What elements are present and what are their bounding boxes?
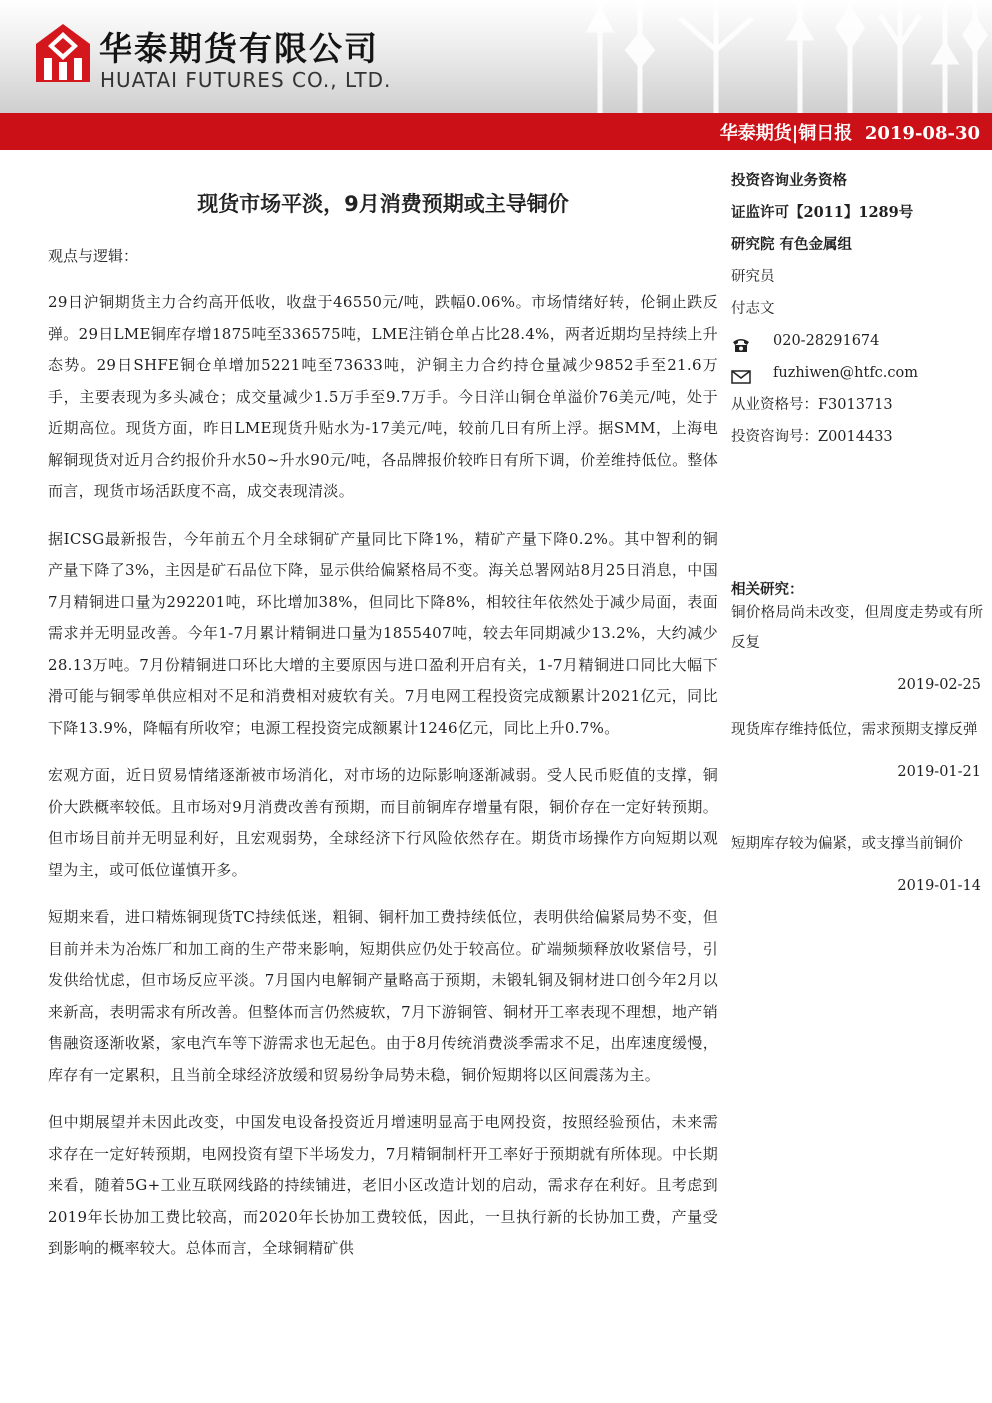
article-title: 现货市场平淡，9月消费预期或主导铜价 bbox=[197, 192, 569, 216]
paragraph: 据ICSG最新报告，今年前五个月全球铜矿产量同比下降1%，精矿产量下降0.2%。其中智利的铜产量下降了3%，主因是矿石品位下降，显示供给偏紧格局不变。海关总署网站8月25日消息，中国7月精铜进口量为292201吨，环比增加38%，但同比下降8%，相较往年依然处于减少局面，表面需求并无明显改善。今年1-7月累计精铜进口量为1855407吨，较去年同期减少13.2%，大约减少28.13万吨。7月份精铜进口环比大增的主要原因与进口盈利开启有关，1-7月精铜进口同比大幅下滑可能与铜零单供应相对不足和消费相对疲软有关。7月电网工程投资完成额累计2021亿元，同比下降13.9%，降幅有所收窄；电源工程投资完成额累计1246亿元，同比上升0.7%。 bbox=[48, 529, 718, 737]
consult-license bbox=[731, 421, 981, 453]
related-report-date: 2019-01-21 bbox=[897, 764, 981, 780]
related-report[interactable] bbox=[731, 829, 983, 901]
envelope-icon bbox=[731, 365, 751, 381]
company-name-en: HUATAI FUTURES CO., LTD. bbox=[100, 68, 392, 92]
department: 研究院 有色金属组 bbox=[731, 236, 853, 253]
report-series: 华泰期货|铜日报 bbox=[719, 123, 853, 144]
paragraph: 但中期展望并未因此改变，中国发电设备投资近月增速明显高于电网投资，按照经验预估，未来需求存在一定好转预期，电网投资有望下半场发力，7月精铜制杆开工率好于预期就有所体现。中长期来看，随着5G+工业互联网线路的持续铺进，老旧小区改造计划的启动，需求存在利好。且考虑到2019年长协加工费比较高，而2020年长协加工费较低，因此，一旦执行新的长协加工费，产量受到影响的概率较大。总体而言，全球铜精矿供 bbox=[48, 1113, 718, 1257]
email-row bbox=[731, 357, 981, 389]
qualification-line: 投资咨询业务资格 bbox=[731, 172, 847, 189]
paragraph: 宏观方面，近日贸易情绪逐渐被市场消化，对市场的边际影响逐渐减弱。受人民币贬值的支撑，铜价大跌概率较低。且市场对9月消费改善有预期，而目前铜库存增量有限，铜价存在一定好转预期。但市场目前并无明显利好，且宏观弱势，全球经济下行风险依然存在。期货市场操作方向短期以观望为主，或可低位谨慎开多。 bbox=[48, 766, 718, 879]
related-report-title[interactable]: 短期库存较为偏紧，或支撑当前铜价 bbox=[731, 836, 963, 852]
company-logo bbox=[34, 22, 92, 84]
phone-number: 020-28291674 bbox=[773, 333, 880, 349]
related-report-date: 2019-02-25 bbox=[897, 677, 981, 693]
practice-license-no: F3013713 bbox=[818, 397, 893, 413]
analyst-name: 付志文 bbox=[731, 301, 775, 317]
phone-row bbox=[731, 325, 981, 357]
license-line: 证监许可【2011】1289号 bbox=[731, 204, 914, 221]
consult-license-no: Z0014433 bbox=[818, 429, 893, 445]
telephone-icon bbox=[731, 333, 751, 349]
practice-license bbox=[731, 389, 981, 421]
company-name-cn: 华泰期货有限公司 bbox=[99, 29, 379, 68]
related-report[interactable] bbox=[731, 598, 983, 700]
header-banner bbox=[0, 0, 992, 113]
paragraph: 短期来看，进口精炼铜现货TC持续低迷，粗铜、铜杆加工费持续低位，表明供给偏紧局势不变，但目前并未为冶炼厂和加工商的生产带来影响，短期供应仍处于较高位。矿端频频释放收紧信号，引发供给忧虑，但市场反应平淡。7月国内电解铜产量略高于预期，未锻轧铜及铜材进口创今年2月以来新高，表明需求有所改善。但整体而言仍然疲软，7月下游铜管、铜材开工率表现不理想，地产销售融资逐渐收紧，家电汽车等下游需求也无起色。由于8月传统消费淡季需求不足，出库速度缓慢，库存有一定累积，且当前全球经济放缓和贸易纷争局势未稳，铜价短期将以区间震荡为主。 bbox=[48, 908, 718, 1084]
article-body bbox=[48, 287, 718, 1281]
related-research-heading: 相关研究： bbox=[731, 581, 804, 598]
related-report[interactable] bbox=[731, 715, 983, 787]
report-type-bar bbox=[0, 113, 992, 150]
related-report-title[interactable]: 现货库存维持低位，需求预期支撑反弹 bbox=[731, 722, 978, 738]
analyst-role: 研究员 bbox=[731, 269, 775, 285]
related-report-date: 2019-01-14 bbox=[897, 878, 981, 894]
email-address[interactable]: fuzhiwen@htfc.com bbox=[773, 365, 919, 381]
paragraph: 29日沪铜期货主力合约高开低收，收盘于46550元/吨，跌幅0.06%。市场情绪好转，伦铜止跌反弹。29日LME铜库存增1875吨至336575吨，LME注销仓单占比28.4%，两者近期均呈持续上升态势。29日SHFE铜仓单增加5221吨至73633吨，沪铜主力合约持仓量减少9852手至21.6万手，主要表现为多头减仓；成交量减少1.5万手至9.7万手。今日洋山铜仓单溢价76美元/吨，处于近期高位。现货方面，昨日LME现货升贴水为-17美元/吨，较前几日有所上浮。据SMM，上海电解铜现货对近月合约报价升水50~升水90元/吨，各品牌报价较昨日有所下调，价差维持低位。整体而言，现货市场活跃度不高，成交表现清淡。 bbox=[48, 293, 719, 500]
analyst-info bbox=[731, 165, 981, 453]
section-subheading: 观点与逻辑： bbox=[48, 247, 139, 265]
report-type-label bbox=[720, 119, 980, 145]
practice-license-label: 从业资格号： bbox=[731, 397, 818, 413]
consult-license-label: 投资咨询号： bbox=[731, 429, 818, 445]
report-date: 2019-08-30 bbox=[864, 123, 980, 144]
related-report-title[interactable]: 铜价格局尚未改变，但周度走势或有所反复 bbox=[731, 605, 983, 651]
